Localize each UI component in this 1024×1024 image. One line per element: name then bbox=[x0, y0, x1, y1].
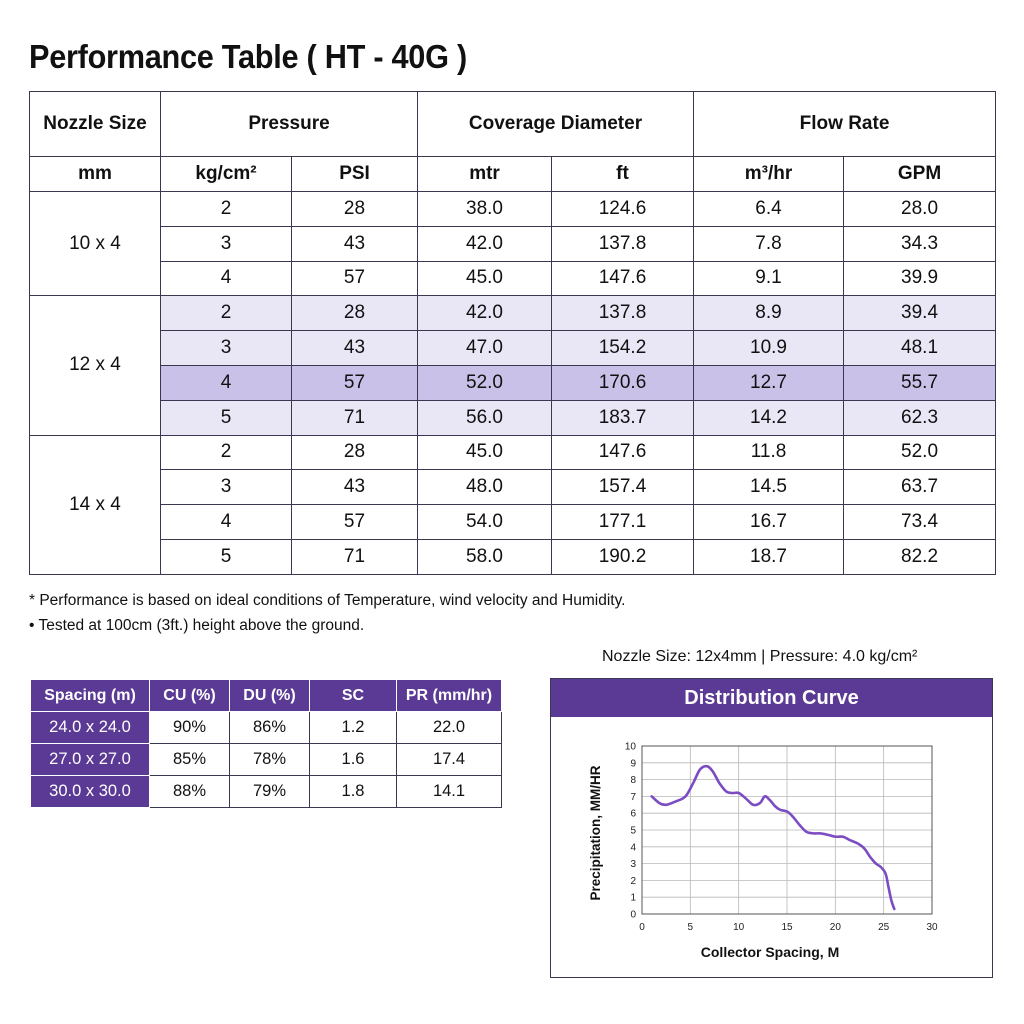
chart-ticks bbox=[625, 742, 938, 934]
table-row bbox=[30, 435, 996, 470]
flow-gpm-cell: 34.3 bbox=[844, 226, 996, 261]
nozzle-size-cell: 12 x 4 bbox=[30, 296, 161, 435]
sc-cell: 1.6 bbox=[310, 744, 397, 776]
coverage-mtr-cell: 48.0 bbox=[418, 470, 552, 505]
y-tick-label: 0 bbox=[630, 909, 636, 921]
pressure-kg-cell: 2 bbox=[161, 296, 292, 331]
coverage-mtr-cell: 42.0 bbox=[418, 226, 552, 261]
x-tick-label: 0 bbox=[639, 922, 645, 933]
table-row bbox=[30, 470, 996, 505]
du-cell: 78% bbox=[230, 744, 310, 776]
spacing-row bbox=[31, 776, 502, 808]
flow-m3hr-cell: 7.8 bbox=[694, 226, 844, 261]
coverage-ft-cell: 154.2 bbox=[552, 331, 694, 366]
pressure-psi-cell: 71 bbox=[292, 539, 418, 574]
coverage-ft-cell: 177.1 bbox=[552, 505, 694, 540]
coverage-mtr-cell: 54.0 bbox=[418, 505, 552, 540]
pressure-psi-cell: 43 bbox=[292, 331, 418, 366]
unit-mm: mm bbox=[30, 157, 161, 192]
pressure-kg-cell: 5 bbox=[161, 539, 292, 574]
pressure-psi-cell: 57 bbox=[292, 505, 418, 540]
y-tick-label: 2 bbox=[630, 875, 636, 887]
test-height-note: • Tested at 100cm (3ft.) height above the ground. bbox=[29, 617, 365, 634]
precipitation-curve-line bbox=[652, 766, 895, 909]
performance-table bbox=[29, 91, 996, 575]
x-axis-label: Collector Spacing, M bbox=[700, 944, 840, 960]
y-tick-label: 3 bbox=[630, 859, 636, 871]
pressure-kg-cell: 4 bbox=[161, 365, 292, 400]
table-row bbox=[30, 505, 996, 540]
y-tick-label: 5 bbox=[630, 825, 636, 837]
y-tick-label: 10 bbox=[624, 741, 636, 753]
header-nozzle-size: Nozzle Size bbox=[30, 92, 161, 157]
coverage-mtr-cell: 47.0 bbox=[418, 331, 552, 366]
coverage-ft-cell: 147.6 bbox=[552, 435, 694, 470]
pr-cell: 14.1 bbox=[397, 776, 502, 808]
flow-gpm-cell: 39.4 bbox=[844, 296, 996, 331]
flow-m3hr-cell: 8.9 bbox=[694, 296, 844, 331]
pressure-psi-cell: 43 bbox=[292, 470, 418, 505]
pressure-kg-cell: 3 bbox=[161, 331, 292, 366]
unit-m3-hr: m³/hr bbox=[694, 157, 844, 192]
pressure-psi-cell: 57 bbox=[292, 261, 418, 296]
flow-gpm-cell: 39.9 bbox=[844, 261, 996, 296]
page-title: Performance Table ( HT - 40G ) bbox=[29, 38, 467, 75]
flow-gpm-cell: 55.7 bbox=[844, 365, 996, 400]
pr-cell: 17.4 bbox=[397, 744, 502, 776]
spacing-cell: 30.0 x 30.0 bbox=[31, 776, 150, 808]
flow-gpm-cell: 48.1 bbox=[844, 331, 996, 366]
header-flow-rate: Flow Rate bbox=[694, 92, 996, 157]
flow-gpm-cell: 62.3 bbox=[844, 400, 996, 435]
y-tick-label: 4 bbox=[630, 842, 636, 854]
x-tick-label: 25 bbox=[878, 922, 890, 933]
pressure-psi-cell: 28 bbox=[292, 296, 418, 331]
flow-gpm-cell: 82.2 bbox=[844, 539, 996, 574]
table-row bbox=[30, 192, 996, 227]
table-row bbox=[30, 331, 996, 366]
coverage-ft-cell: 137.8 bbox=[552, 296, 694, 331]
y-tick-label: 1 bbox=[630, 892, 636, 904]
coverage-ft-cell: 157.4 bbox=[552, 470, 694, 505]
nozzle-size-cell: 10 x 4 bbox=[30, 192, 161, 296]
flow-m3hr-cell: 9.1 bbox=[694, 261, 844, 296]
spacing-row bbox=[31, 744, 502, 776]
header-coverage-diameter: Coverage Diameter bbox=[418, 92, 694, 157]
x-tick-label: 5 bbox=[687, 922, 694, 933]
flow-m3hr-cell: 10.9 bbox=[694, 331, 844, 366]
pressure-kg-cell: 4 bbox=[161, 261, 292, 296]
chart-title: Distribution Curve bbox=[551, 679, 992, 717]
spacing-row bbox=[31, 712, 502, 744]
sc-cell: 1.8 bbox=[310, 776, 397, 808]
flow-m3hr-cell: 18.7 bbox=[694, 539, 844, 574]
coverage-mtr-cell: 52.0 bbox=[418, 365, 552, 400]
pressure-psi-cell: 43 bbox=[292, 226, 418, 261]
performance-note: * Performance is based on ideal conditions of Temperature, wind velocity and Humidity. bbox=[29, 592, 626, 609]
pr-cell: 22.0 bbox=[397, 712, 502, 744]
coverage-ft-cell: 190.2 bbox=[552, 539, 694, 574]
table-row-highlighted bbox=[30, 365, 996, 400]
flow-gpm-cell: 73.4 bbox=[844, 505, 996, 540]
coverage-mtr-cell: 42.0 bbox=[418, 296, 552, 331]
pressure-psi-cell: 71 bbox=[292, 400, 418, 435]
y-tick-label: 6 bbox=[630, 808, 636, 820]
flow-m3hr-cell: 14.5 bbox=[694, 470, 844, 505]
x-tick-label: 10 bbox=[733, 922, 745, 933]
unit-kg-cm2: kg/cm² bbox=[161, 157, 292, 192]
chart-series bbox=[652, 766, 895, 909]
flow-m3hr-cell: 14.2 bbox=[694, 400, 844, 435]
spacing-cell: 24.0 x 24.0 bbox=[31, 712, 150, 744]
flow-m3hr-cell: 16.7 bbox=[694, 505, 844, 540]
flow-gpm-cell: 28.0 bbox=[844, 192, 996, 227]
pressure-kg-cell: 5 bbox=[161, 400, 292, 435]
unit-psi: PSI bbox=[292, 157, 418, 192]
flow-m3hr-cell: 11.8 bbox=[694, 435, 844, 470]
unit-mtr: mtr bbox=[418, 157, 552, 192]
header-pressure: Pressure bbox=[161, 92, 418, 157]
pressure-psi-cell: 28 bbox=[292, 192, 418, 227]
y-tick-label: 8 bbox=[630, 775, 636, 787]
coverage-mtr-cell: 45.0 bbox=[418, 261, 552, 296]
cu-cell: 88% bbox=[150, 776, 230, 808]
pressure-kg-cell: 3 bbox=[161, 226, 292, 261]
flow-m3hr-cell: 12.7 bbox=[694, 365, 844, 400]
du-cell: 79% bbox=[230, 776, 310, 808]
coverage-ft-cell: 170.6 bbox=[552, 365, 694, 400]
y-tick-label: 7 bbox=[630, 791, 636, 803]
distribution-curve-panel bbox=[550, 678, 993, 978]
x-tick-label: 15 bbox=[781, 922, 793, 933]
cu-cell: 90% bbox=[150, 712, 230, 744]
flow-gpm-cell: 52.0 bbox=[844, 435, 996, 470]
coverage-mtr-cell: 38.0 bbox=[418, 192, 552, 227]
pressure-kg-cell: 3 bbox=[161, 470, 292, 505]
x-tick-label: 20 bbox=[829, 922, 841, 933]
table-row bbox=[30, 226, 996, 261]
spacing-header-sc: SC bbox=[310, 680, 397, 712]
nozzle-size-cell: 14 x 4 bbox=[30, 435, 161, 574]
nozzle-info: Nozzle Size: 12x4mm | Pressure: 4.0 kg/cm² bbox=[602, 648, 918, 665]
distribution-chart bbox=[551, 717, 991, 975]
spacing-header-pr: PR (mm/hr) bbox=[397, 680, 502, 712]
coverage-ft-cell: 124.6 bbox=[552, 192, 694, 227]
table-row bbox=[30, 539, 996, 574]
y-axis-label: Precipitation, MM/HR bbox=[588, 765, 603, 901]
spacing-cell: 27.0 x 27.0 bbox=[31, 744, 150, 776]
table-row bbox=[30, 261, 996, 296]
spacing-header-du: DU (%) bbox=[230, 680, 310, 712]
du-cell: 86% bbox=[230, 712, 310, 744]
y-tick-label: 9 bbox=[630, 758, 636, 770]
pressure-kg-cell: 4 bbox=[161, 505, 292, 540]
x-tick-label: 30 bbox=[926, 922, 938, 933]
pressure-psi-cell: 28 bbox=[292, 435, 418, 470]
coverage-mtr-cell: 58.0 bbox=[418, 539, 552, 574]
table-row bbox=[30, 296, 996, 331]
coverage-ft-cell: 147.6 bbox=[552, 261, 694, 296]
coverage-ft-cell: 137.8 bbox=[552, 226, 694, 261]
unit-gpm: GPM bbox=[844, 157, 996, 192]
pressure-kg-cell: 2 bbox=[161, 435, 292, 470]
spacing-table bbox=[30, 679, 502, 808]
pressure-psi-cell: 57 bbox=[292, 365, 418, 400]
spacing-header-cu: CU (%) bbox=[150, 680, 230, 712]
pressure-kg-cell: 2 bbox=[161, 192, 292, 227]
coverage-mtr-cell: 56.0 bbox=[418, 400, 552, 435]
cu-cell: 85% bbox=[150, 744, 230, 776]
coverage-ft-cell: 183.7 bbox=[552, 400, 694, 435]
sc-cell: 1.2 bbox=[310, 712, 397, 744]
flow-m3hr-cell: 6.4 bbox=[694, 192, 844, 227]
flow-gpm-cell: 63.7 bbox=[844, 470, 996, 505]
unit-ft: ft bbox=[552, 157, 694, 192]
spacing-header-spacing: Spacing (m) bbox=[31, 680, 150, 712]
table-row bbox=[30, 400, 996, 435]
coverage-mtr-cell: 45.0 bbox=[418, 435, 552, 470]
